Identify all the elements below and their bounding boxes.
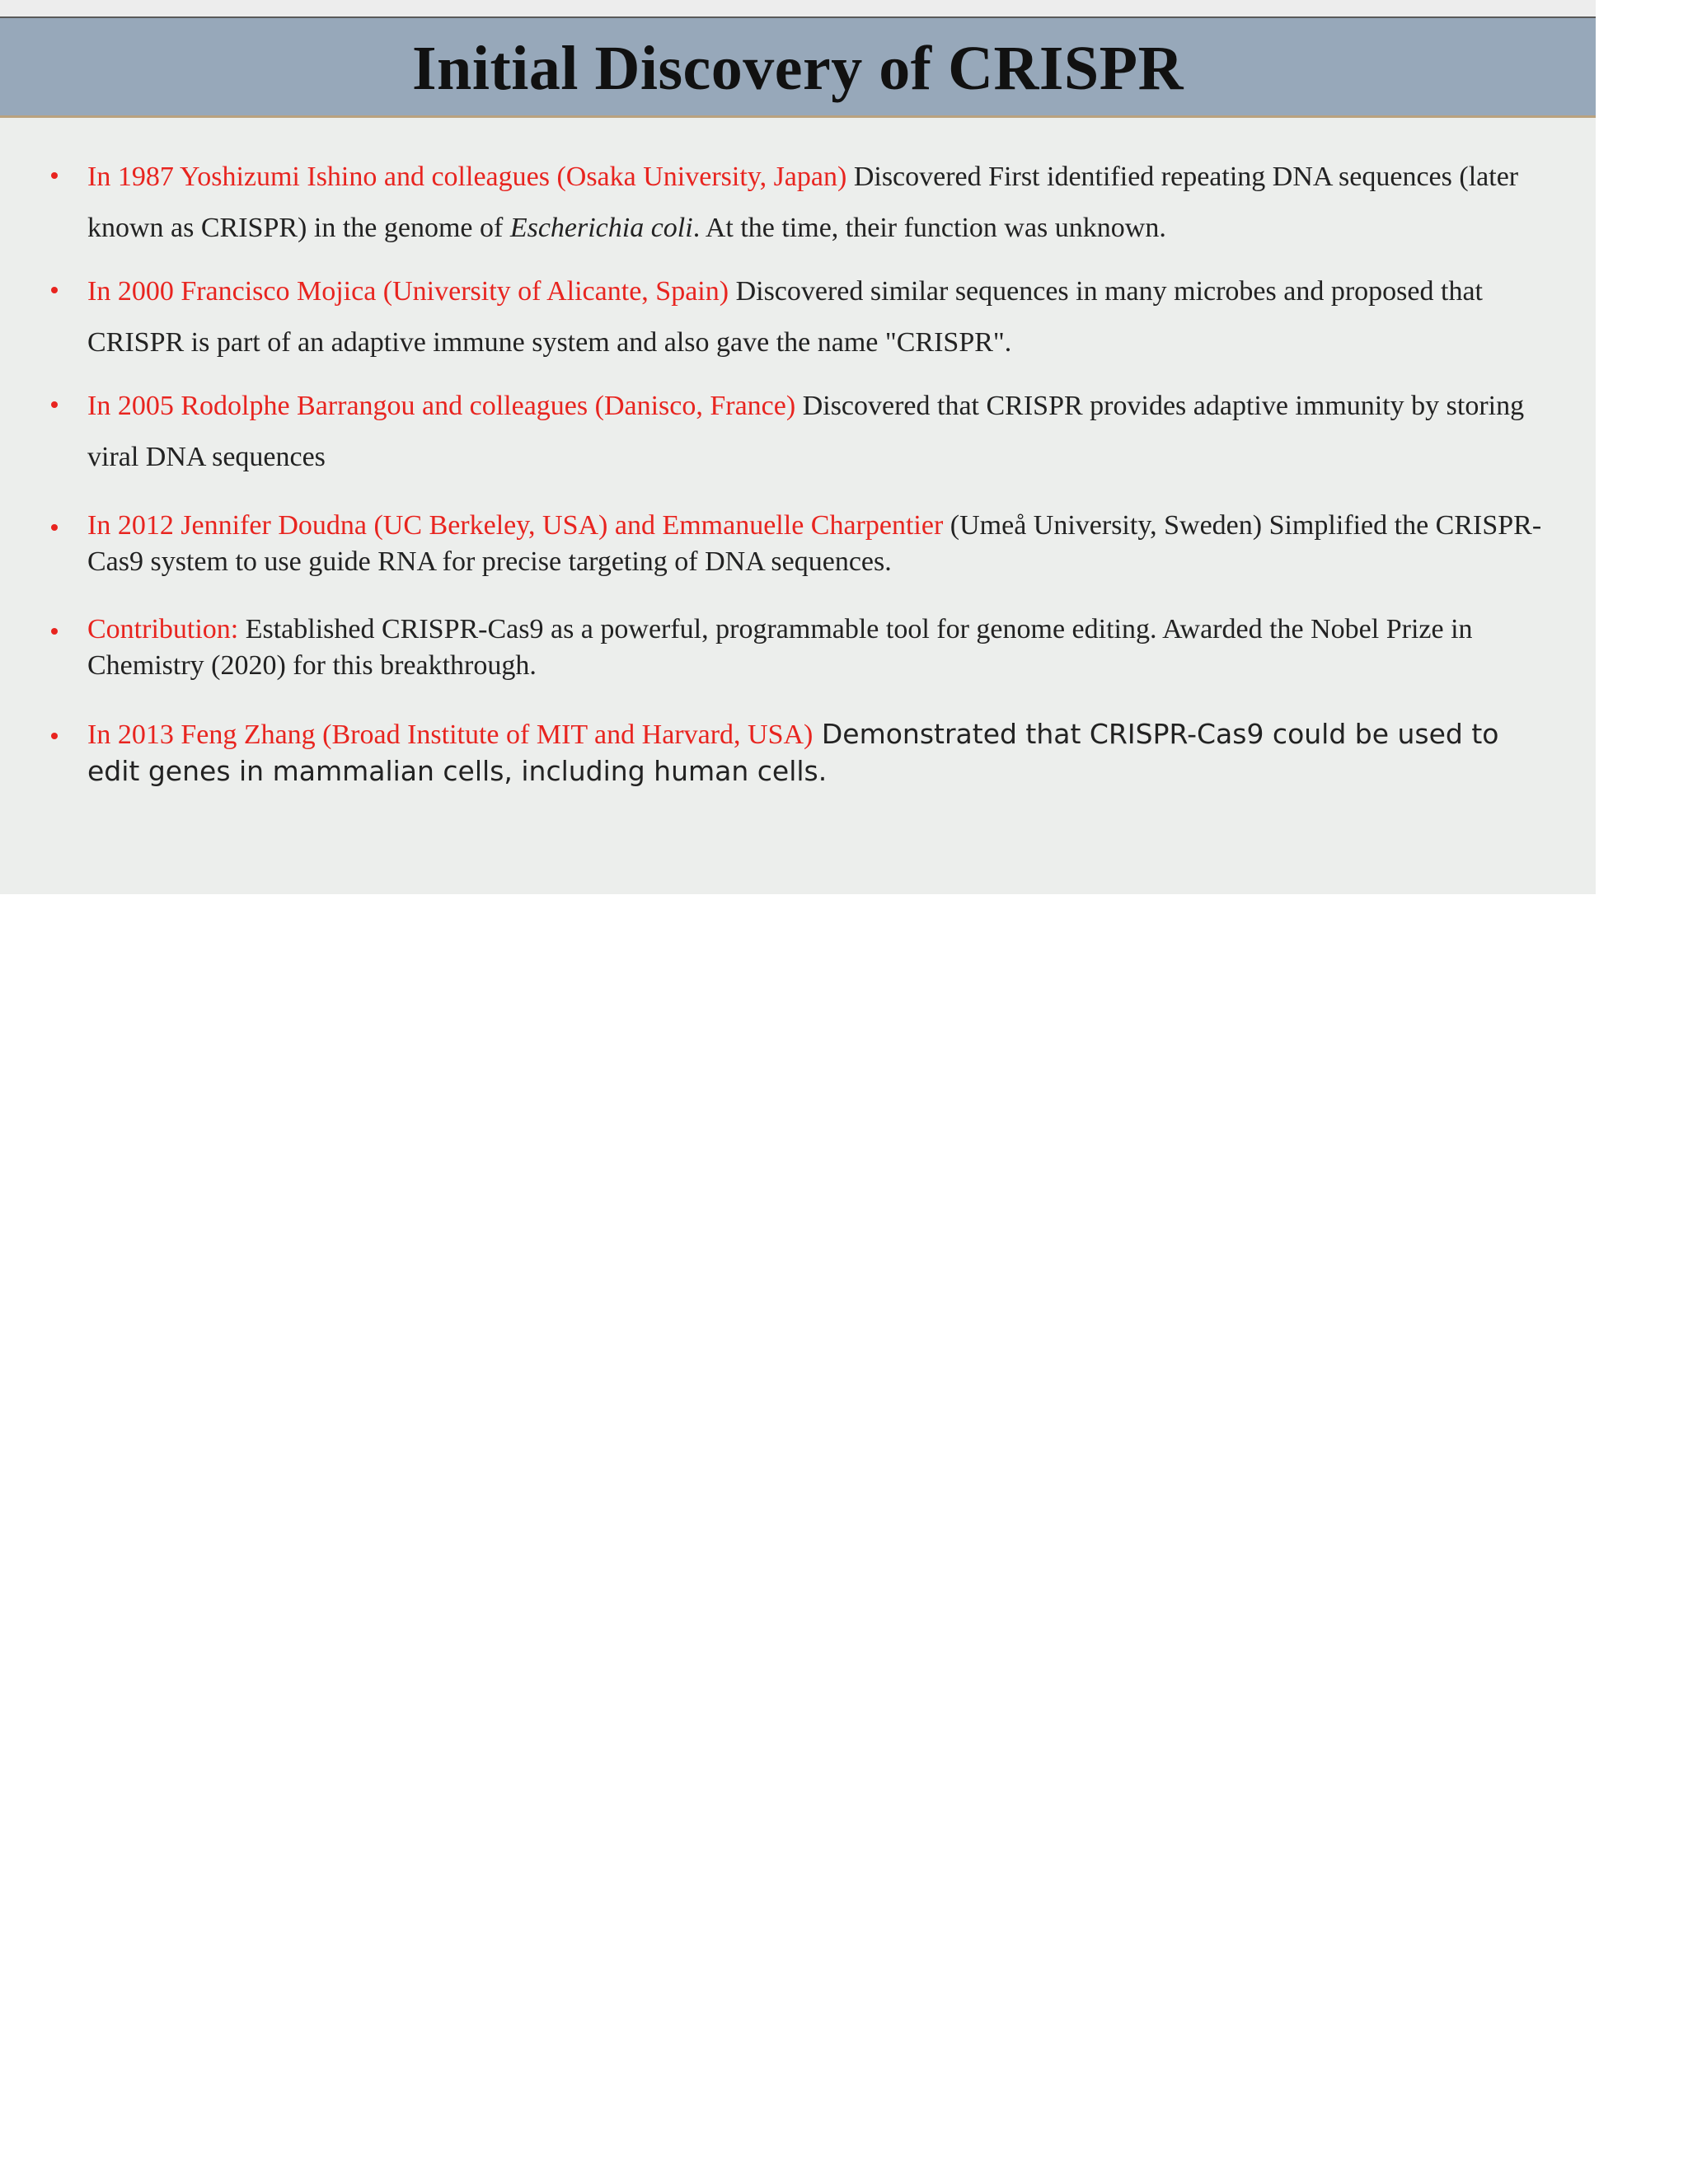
- top-divider: [0, 0, 1596, 18]
- title-band: [0, 18, 1596, 118]
- bullet-2000: [49, 266, 1558, 368]
- bullet-lead: In 2005 Rodolphe Barrangou and colleagues (Danisco, France): [87, 391, 796, 421]
- bullet-list: [49, 152, 1558, 790]
- bullet-2013: [49, 716, 1558, 790]
- bullet-lead: In 1987 Yoshizumi Ishino and colleagues (Osaka University, Japan): [87, 162, 847, 192]
- bullet-2005: [49, 381, 1558, 483]
- bullet-body-end: . At the time, their function was unknown.: [692, 213, 1166, 243]
- bullet-contribution: [49, 612, 1558, 684]
- bullet-body: Established CRISPR-Cas9 as a powerful, programmable tool for genome editing. Awarded the Nobel Prize in Chemistry (2020) for this breakthrough.: [87, 614, 1473, 681]
- bullet-lead: In 2013 Feng Zhang (Broad Institute of MIT and Harvard, USA): [87, 719, 814, 750]
- slide-title: Initial Discovery of CRISPR: [411, 33, 1184, 103]
- bullet-lead: In 2012 Jennifer Doudna (UC Berkeley, USA) and Emmanuelle Charpentier: [87, 510, 944, 541]
- bullet-body: Demonstrated that CRISPR-Cas9 could be used to edit genes in mammalian cells, including human cells.: [87, 718, 1499, 787]
- bullet-body: Discovered that CRISPR provides adaptive immunity by storing viral DNA sequences: [87, 391, 1525, 472]
- bullet-body: Discovered First identified repeating DNA sequences (later known as CRISPR) in the genome of: [87, 162, 1519, 243]
- bullet-lead: Contribution:: [87, 614, 239, 644]
- bullet-lead: In 2000 Francisco Mojica (University of Alicante, Spain): [87, 276, 729, 307]
- species-name: Escherichia coli: [509, 213, 693, 243]
- bullet-body: Discovered similar sequences in many microbes and proposed that CRISPR is part of an adaptive immune system and also gave the name "CRISPR".: [87, 276, 1483, 358]
- bullet-1987: [49, 152, 1558, 254]
- bullet-body: (Umeå University, Sweden) Simplified the CRISPR-Cas9 system to use guide RNA for precise targeting of DNA sequences.: [87, 510, 1542, 577]
- slide: [0, 0, 1596, 894]
- bullet-2012: [49, 508, 1558, 580]
